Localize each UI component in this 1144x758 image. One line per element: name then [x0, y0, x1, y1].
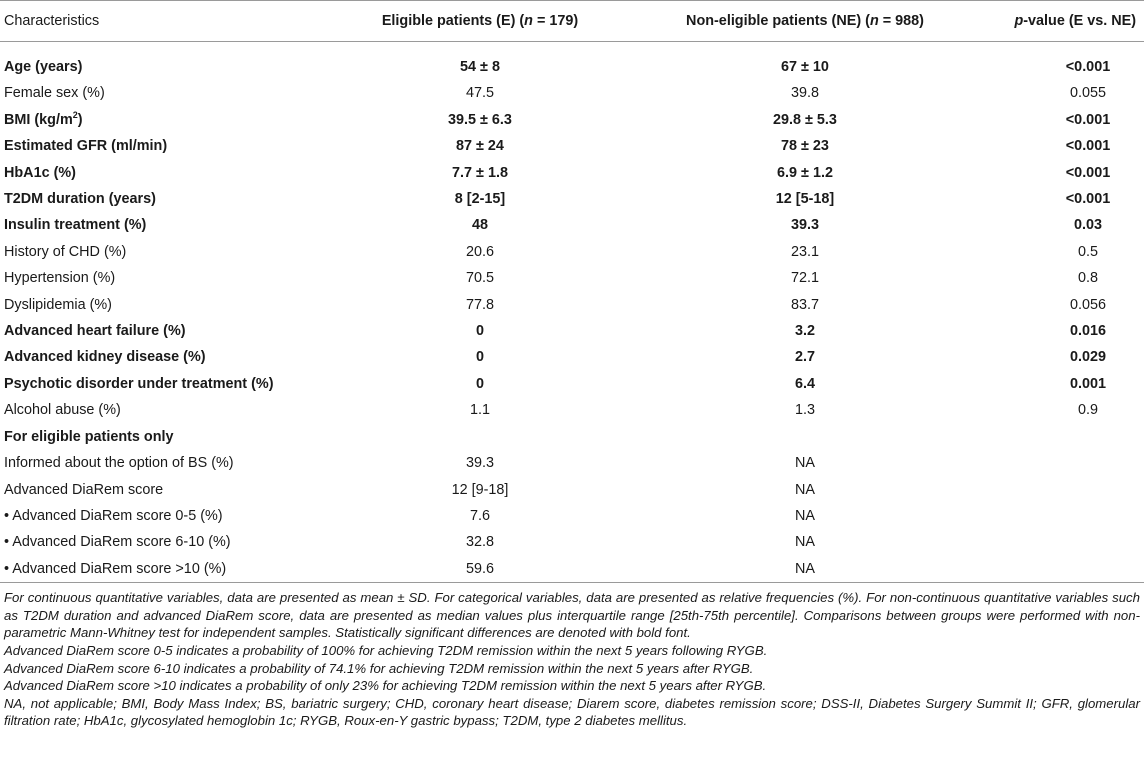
cell-pvalue: 0.9 — [1077, 402, 1098, 419]
cell-characteristic: Advanced heart failure (%) — [4, 323, 186, 340]
cell-pvalue — [970, 424, 1144, 450]
table-row — [0, 292, 1144, 318]
cell-eligible: 54 ± 8 — [460, 59, 500, 75]
table-row — [0, 556, 1144, 583]
cell-eligible — [320, 424, 640, 450]
cell-characteristic: Alcohol abuse (%) — [4, 402, 121, 419]
cell-pvalue: <0.001 — [1065, 164, 1111, 181]
cell-characteristic: Advanced DiaRem score — [4, 481, 164, 498]
footnote: For continuous quantitative variables, data are presented as mean ± SD. For categorical variables, data are presented as relative frequencies (%). For non-continuous quantitative variables such as T2DM duration and advanced DiaRem score, data are presented as median values plus interquartile range [25th-75th percentile]. Comparisons between groups were performed with non-parametric Mann-Whitney test for independent samples. Statistically significant differences are denoted with bold font. — [4, 590, 1140, 641]
cell-eligible: 0 — [475, 375, 484, 392]
cell-characteristic: Insulin treatment (%) — [4, 217, 147, 234]
table-row — [0, 54, 1144, 80]
cell-eligible: 12 [9-18] — [451, 481, 509, 498]
table-footnotes — [0, 583, 1144, 730]
cell-characteristic: For eligible patients only — [4, 428, 174, 445]
cell-eligible: 32.8 — [465, 534, 494, 551]
table-row — [0, 186, 1144, 212]
cell-pvalue — [970, 529, 1144, 555]
cell-eligible: 48 — [471, 217, 488, 234]
cell-noneligible: 2.7 — [794, 349, 815, 366]
cell-characteristic: Age (years) — [4, 59, 83, 75]
cell-eligible: 59.6 — [320, 556, 640, 583]
cell-eligible: 0 — [475, 349, 484, 366]
table-row — [0, 450, 1144, 476]
cell-noneligible: 39.8 — [790, 85, 819, 102]
cell-pvalue: 0.001 — [1069, 375, 1106, 392]
cell-noneligible: 29.8 ± 5.3 — [773, 111, 837, 128]
cell-noneligible: 67 ± 10 — [781, 59, 829, 75]
cell-pvalue: <0.001 — [1065, 59, 1111, 75]
cell-characteristic: T2DM duration (years) — [4, 191, 156, 208]
table-body — [0, 42, 1144, 583]
cell-pvalue: 0.5 — [1077, 243, 1098, 260]
cell-noneligible: NA — [795, 481, 815, 498]
cell-pvalue — [970, 556, 1144, 583]
cell-pvalue — [970, 503, 1144, 529]
cell-noneligible: 3.2 — [794, 323, 815, 340]
table-row — [0, 318, 1144, 344]
cell-pvalue: 0.055 — [1069, 85, 1106, 102]
cell-characteristic: Informed about the option of BS (%) — [4, 455, 234, 472]
cell-pvalue: 0.029 — [1069, 349, 1106, 366]
cell-noneligible: 12 [5-18] — [775, 191, 835, 208]
cell-noneligible: NA — [640, 556, 970, 583]
table-row — [0, 212, 1144, 238]
header-characteristics: Characteristics — [0, 1, 320, 42]
cell-eligible: 20.6 — [465, 243, 494, 260]
cell-noneligible: NA — [795, 455, 815, 472]
cell-characteristic: Advanced kidney disease (%) — [4, 349, 206, 366]
cell-pvalue: 0.03 — [1073, 217, 1102, 234]
cell-eligible: 7.6 — [469, 507, 490, 524]
table-row — [0, 503, 1144, 529]
table-row — [0, 239, 1144, 265]
cell-pvalue: <0.001 — [1065, 138, 1111, 155]
cell-eligible: 1.1 — [469, 402, 490, 419]
header-pvalue: p-value (E vs. NE) — [970, 1, 1144, 42]
cell-noneligible: 23.1 — [790, 243, 819, 260]
header-eligible: Eligible patients (E) (n = 179) — [320, 1, 640, 42]
table-row — [0, 529, 1144, 555]
cell-eligible: 0 — [475, 323, 484, 340]
cell-pvalue — [970, 450, 1144, 476]
cell-noneligible: 83.7 — [790, 296, 819, 313]
cell-eligible: 47.5 — [465, 85, 494, 102]
cell-pvalue: <0.001 — [1065, 111, 1111, 128]
cell-characteristic: • Advanced DiaRem score >10 (%) — [0, 556, 320, 583]
header-noneligible: Non-eligible patients (NE) (n = 988) — [640, 1, 970, 42]
cell-noneligible: 72.1 — [790, 270, 819, 287]
cell-eligible: 39.5 ± 6.3 — [448, 111, 512, 128]
footnote: Advanced DiaRem score 0-5 indicates a probability of 100% for achieving T2DM remission within the next 5 years following RYGB. — [4, 642, 768, 658]
table-row — [0, 265, 1144, 291]
cell-eligible: 77.8 — [465, 296, 494, 313]
cell-eligible: 70.5 — [465, 270, 494, 287]
cell-characteristic: • Advanced DiaRem score 0-5 (%) — [4, 507, 223, 524]
cell-pvalue: 0.8 — [1077, 270, 1098, 287]
table-row — [0, 160, 1144, 186]
cell-characteristic: Hypertension (%) — [4, 270, 116, 287]
footnote: NA, not applicable; BMI, Body Mass Index; BS, bariatric surgery; CHD, coronary heart disease; Diarem score, diabetes remission score; DSS-II, Diabetes Surgery Summit II; GFR, glomerular filtration rate; HbA1c, glycosylated hemoglobin 1c; RYGB, Roux-en-Y gastric bypass; T2DM, type 2 diabetes mellitus. — [4, 695, 1140, 729]
cell-characteristic: • Advanced DiaRem score 6-10 (%) — [4, 534, 231, 551]
cell-noneligible — [640, 424, 970, 450]
table-row — [0, 424, 1144, 450]
cell-characteristic: BMI $(kg/m^2)$ — [4, 110, 83, 128]
table-row — [0, 107, 1144, 133]
cell-characteristic: Female sex (%) — [4, 85, 105, 102]
cell-eligible: 8 [2-15] — [454, 191, 506, 208]
cell-noneligible: 1.3 — [794, 402, 815, 419]
cell-noneligible: 6.4 — [794, 375, 815, 392]
cell-noneligible: 6.9 ± 1.2 — [777, 164, 833, 181]
table-row — [0, 371, 1144, 397]
cell-eligible: 7.7 ± 1.8 — [452, 164, 508, 181]
cell-characteristic: Dyslipidemia (%) — [4, 296, 112, 313]
cell-pvalue: <0.001 — [1065, 191, 1111, 208]
cell-eligible: 87 ± 24 — [456, 138, 504, 155]
table-row — [0, 477, 1144, 503]
cell-noneligible: 39.3 — [790, 217, 819, 234]
cell-characteristic: Estimated GFR (ml/min) — [4, 138, 168, 155]
cell-pvalue: 0.016 — [1069, 323, 1106, 340]
table-row — [0, 397, 1144, 423]
cell-noneligible: 78 ± 23 — [781, 138, 829, 155]
cell-characteristic: Psychotic disorder under treatment (%) — [4, 375, 274, 392]
cell-pvalue — [970, 477, 1144, 503]
table-row — [0, 133, 1144, 159]
cell-eligible: 39.3 — [465, 455, 494, 472]
cell-noneligible: NA — [795, 507, 815, 524]
cell-noneligible: NA — [795, 534, 815, 551]
table-row — [0, 344, 1144, 370]
cell-pvalue: 0.056 — [1069, 296, 1106, 313]
table-row — [0, 80, 1144, 106]
cell-characteristic: History of CHD (%) — [4, 243, 127, 260]
footnote: Advanced DiaRem score 6-10 indicates a probability of 74.1% for achieving T2DM remission within the next 5 years after RYGB. — [4, 660, 754, 676]
footnote: Advanced DiaRem score >10 indicates a probability of only 23% for achieving T2DM remission within the next 5 years after RYGB. — [4, 678, 767, 694]
cell-characteristic: HbA1c (%) — [4, 164, 76, 181]
table-header-row — [0, 1, 1144, 42]
